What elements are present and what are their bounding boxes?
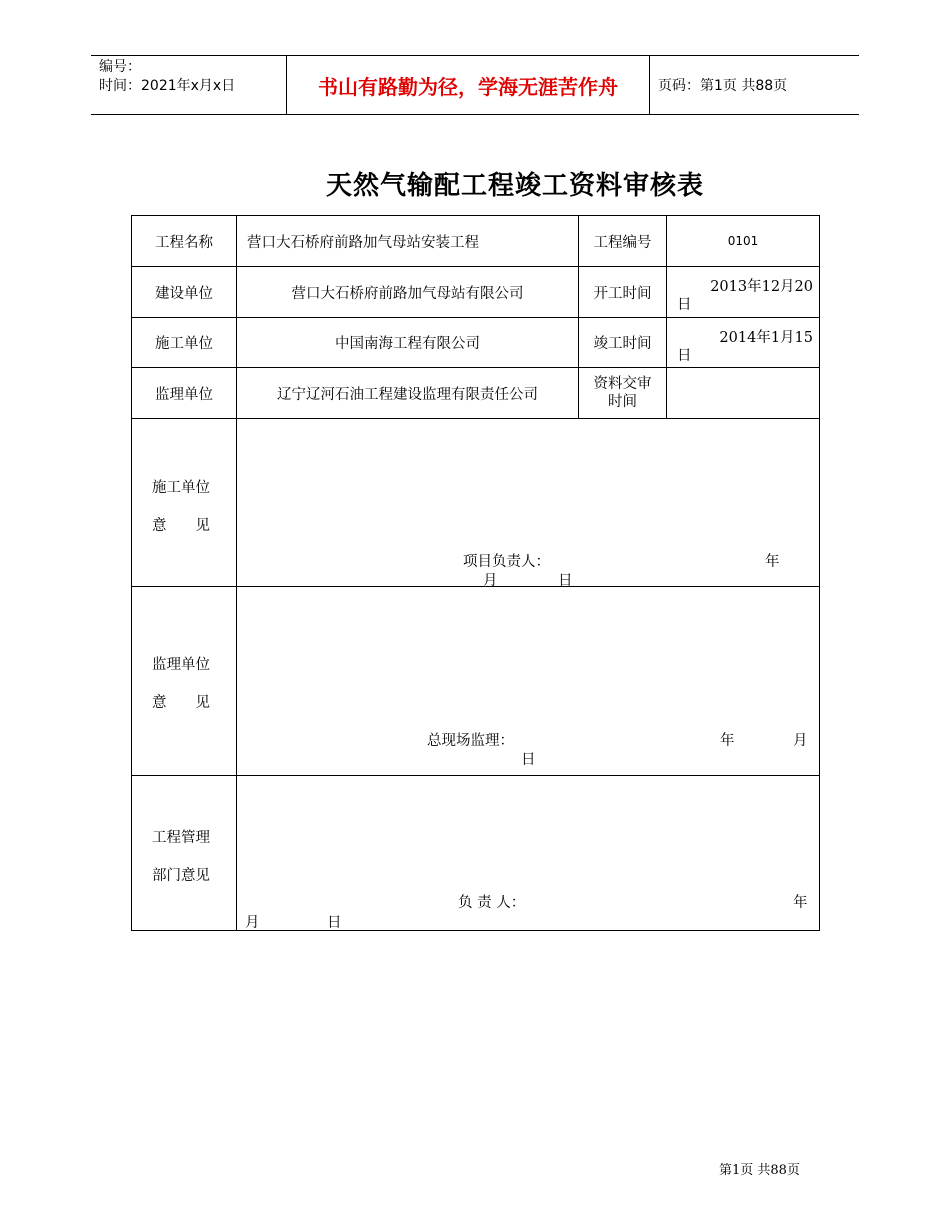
supervisor-label: 监理单位 xyxy=(132,368,237,419)
day-label: 日 xyxy=(558,573,573,589)
year-label: 年 xyxy=(765,554,780,570)
month-label: 月 xyxy=(483,573,498,589)
end-date-bottom: 日 xyxy=(677,348,692,364)
builder-value: 营口大石桥府前路加气母站有限公司 xyxy=(237,267,579,318)
builder-label: 建设单位 xyxy=(132,267,237,318)
day-label: 日 xyxy=(327,915,342,931)
opinion-label-line: 施工单位 xyxy=(152,480,210,496)
signer-label: 项目负责人： xyxy=(463,554,550,570)
supervisor-opinion-area xyxy=(237,587,820,776)
header-page-label: 页码：第1页 共88页 xyxy=(658,78,788,94)
signer-label: 负 责 人： xyxy=(458,895,526,911)
header-number-label: 编号： xyxy=(99,59,141,75)
start-date-label: 开工时间 xyxy=(579,267,667,318)
opinion-label-line: 工程管理 xyxy=(152,830,210,846)
supervisor-value: 辽宁辽河石油工程建设监理有限责任公司 xyxy=(237,368,579,419)
opinion-label-line: 意 见 xyxy=(152,518,210,534)
submit-date-label-line: 资料交审 xyxy=(593,376,652,392)
contractor-label: 施工单位 xyxy=(132,318,237,368)
opinion-label-line: 意 见 xyxy=(152,695,210,711)
signer-label: 总现场监理： xyxy=(427,733,514,749)
document-title: 天然气输配工程竣工资料审核表 xyxy=(325,171,704,201)
month-label: 月 xyxy=(793,733,808,749)
table-row xyxy=(132,216,820,267)
project-no-label: 工程编号 xyxy=(579,216,667,267)
end-date-top: 2014年1月15 xyxy=(719,330,813,346)
project-name-value: 营口大石桥府前路加气母站安装工程 xyxy=(237,216,579,267)
year-label: 年 xyxy=(720,733,735,749)
table-row xyxy=(132,587,820,776)
end-date-label: 竣工时间 xyxy=(579,318,667,368)
contractor-opinion-label xyxy=(132,419,237,587)
supervisor-opinion-label xyxy=(132,587,237,776)
day-label: 日 xyxy=(521,752,536,768)
end-date-value xyxy=(667,318,820,368)
page-header xyxy=(91,55,859,115)
table-row xyxy=(132,368,820,419)
contractor-opinion-area xyxy=(237,419,820,587)
header-time-label: 时间：2021年x月x日 xyxy=(99,78,236,94)
submit-date-label xyxy=(579,368,667,419)
start-date-value xyxy=(667,267,820,318)
header-meta xyxy=(99,58,235,96)
opinion-label-line: 监理单位 xyxy=(152,657,210,673)
start-date-top: 2013年12月20 xyxy=(710,279,813,295)
table-row xyxy=(132,776,820,931)
year-label: 年 xyxy=(793,895,808,911)
table-row xyxy=(132,267,820,318)
page-footer: 第1页 共88页 xyxy=(719,1163,800,1178)
month-label: 月 xyxy=(245,915,260,931)
header-motto: 书山有路勤为径，学海无涯苦作舟 xyxy=(318,74,618,99)
management-opinion-label xyxy=(132,776,237,931)
submit-date-value xyxy=(667,368,820,419)
table-row xyxy=(132,419,820,587)
contractor-value: 中国南海工程有限公司 xyxy=(237,318,579,368)
table-row xyxy=(132,318,820,368)
opinion-label-line: 部门意见 xyxy=(152,868,210,884)
start-date-bottom: 日 xyxy=(677,297,692,313)
project-no-value: 0101 xyxy=(667,216,820,267)
project-name-label: 工程名称 xyxy=(132,216,237,267)
review-form-table xyxy=(131,215,820,931)
management-opinion-area xyxy=(237,776,820,931)
submit-date-label-line: 时间 xyxy=(608,394,637,410)
header-divider xyxy=(649,56,650,114)
